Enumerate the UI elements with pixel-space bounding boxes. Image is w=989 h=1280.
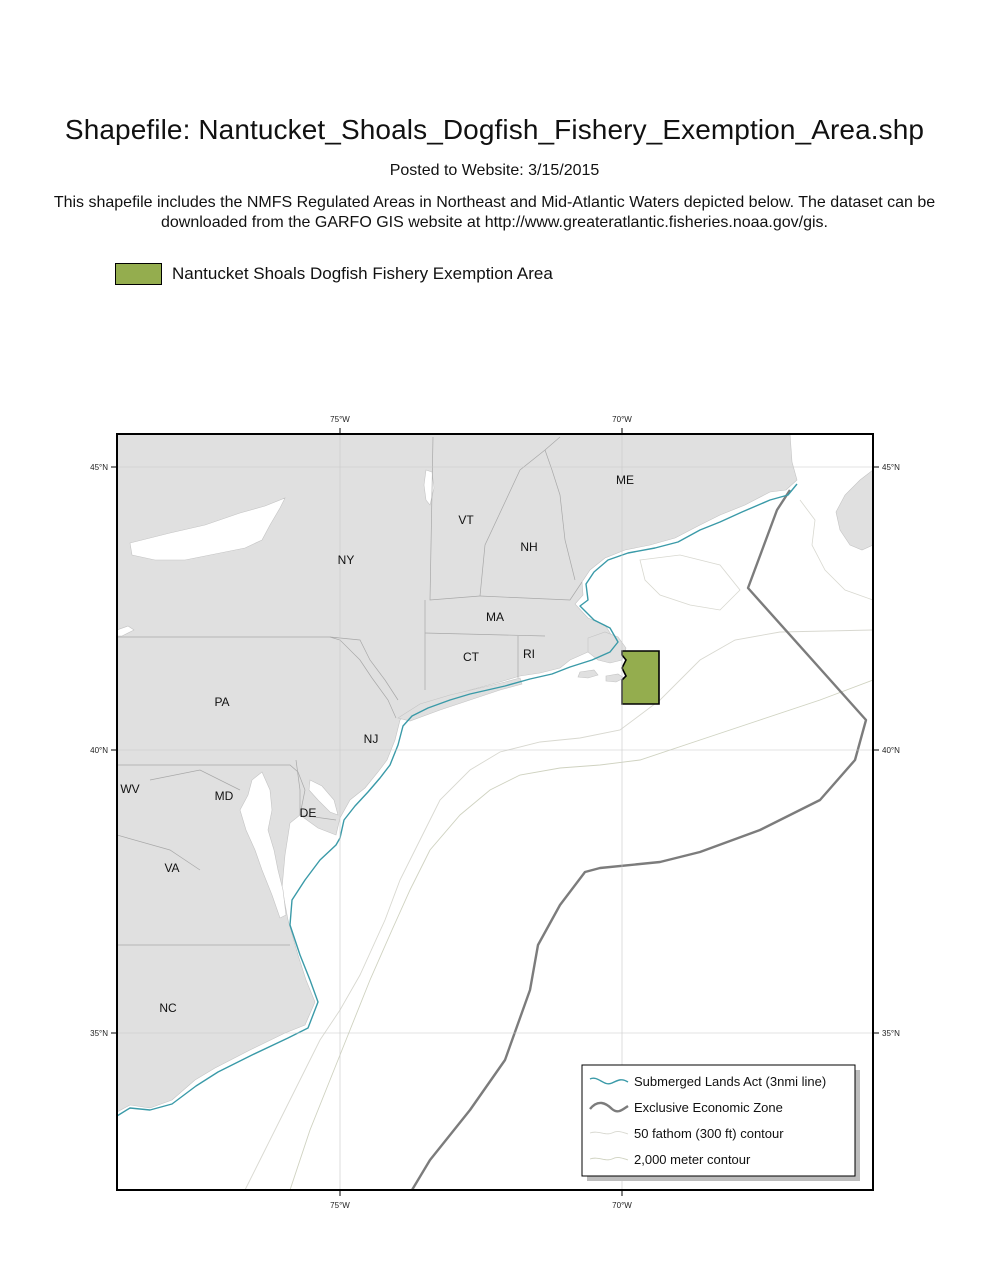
legend-meter-label: 2,000 meter contour xyxy=(634,1152,751,1167)
legend-sla-label: Submerged Lands Act (3nmi line) xyxy=(634,1074,827,1089)
posted-date: Posted to Website: 3/15/2015 xyxy=(389,162,600,179)
tick-right-45n: 45°N xyxy=(882,463,900,472)
state-label-pa: PA xyxy=(214,695,230,709)
tick-right-35n: 35°N xyxy=(882,1029,900,1038)
description-text: This shapefile includes the NMFS Regulated Areas in Northeast and Mid-Atlantic Waters depicted below. The dataset can be downloaded from the GARFO GIS website at http://www.greateratlantic.fisheries.noaa.gov/gis. xyxy=(53,194,936,231)
state-label-ma: MA xyxy=(486,610,504,624)
area-legend-label: Nantucket Shoals Dogfish Fishery Exemption Area xyxy=(172,264,553,283)
tick-left-40n: 40°N xyxy=(90,746,108,755)
page-title: Shapefile: Nantucket_Shoals_Dogfish_Fishery_Exemption_Area.shp xyxy=(64,114,925,145)
tick-top-75w: 75°W xyxy=(330,415,350,424)
state-label-ny: NY xyxy=(337,553,355,567)
tick-bottom-75w: 75°W xyxy=(330,1201,350,1210)
state-label-me: ME xyxy=(616,473,634,487)
exemption-area xyxy=(622,651,659,704)
tick-bottom-70w: 70°W xyxy=(612,1201,632,1210)
state-label-va: VA xyxy=(164,861,180,875)
tick-left-35n: 35°N xyxy=(90,1029,108,1038)
state-label-nc: NC xyxy=(159,1001,177,1015)
legend-eez-label: Exclusive Economic Zone xyxy=(634,1100,783,1115)
state-label-md: MD xyxy=(214,789,234,803)
state-label-wv: WV xyxy=(120,782,140,796)
state-label-ct: CT xyxy=(463,650,479,664)
map-legend xyxy=(582,1065,860,1181)
tick-right-40n: 40°N xyxy=(882,746,900,755)
tick-top-70w: 70°W xyxy=(612,415,632,424)
legend-fathom-label: 50 fathom (300 ft) contour xyxy=(634,1126,784,1141)
state-label-ri: RI xyxy=(523,647,535,661)
state-label-de: DE xyxy=(299,806,317,820)
state-label-nj: NJ xyxy=(363,732,379,746)
state-label-nh: NH xyxy=(520,540,538,554)
tick-left-45n: 45°N xyxy=(90,463,108,472)
state-label-vt: VT xyxy=(458,513,474,527)
